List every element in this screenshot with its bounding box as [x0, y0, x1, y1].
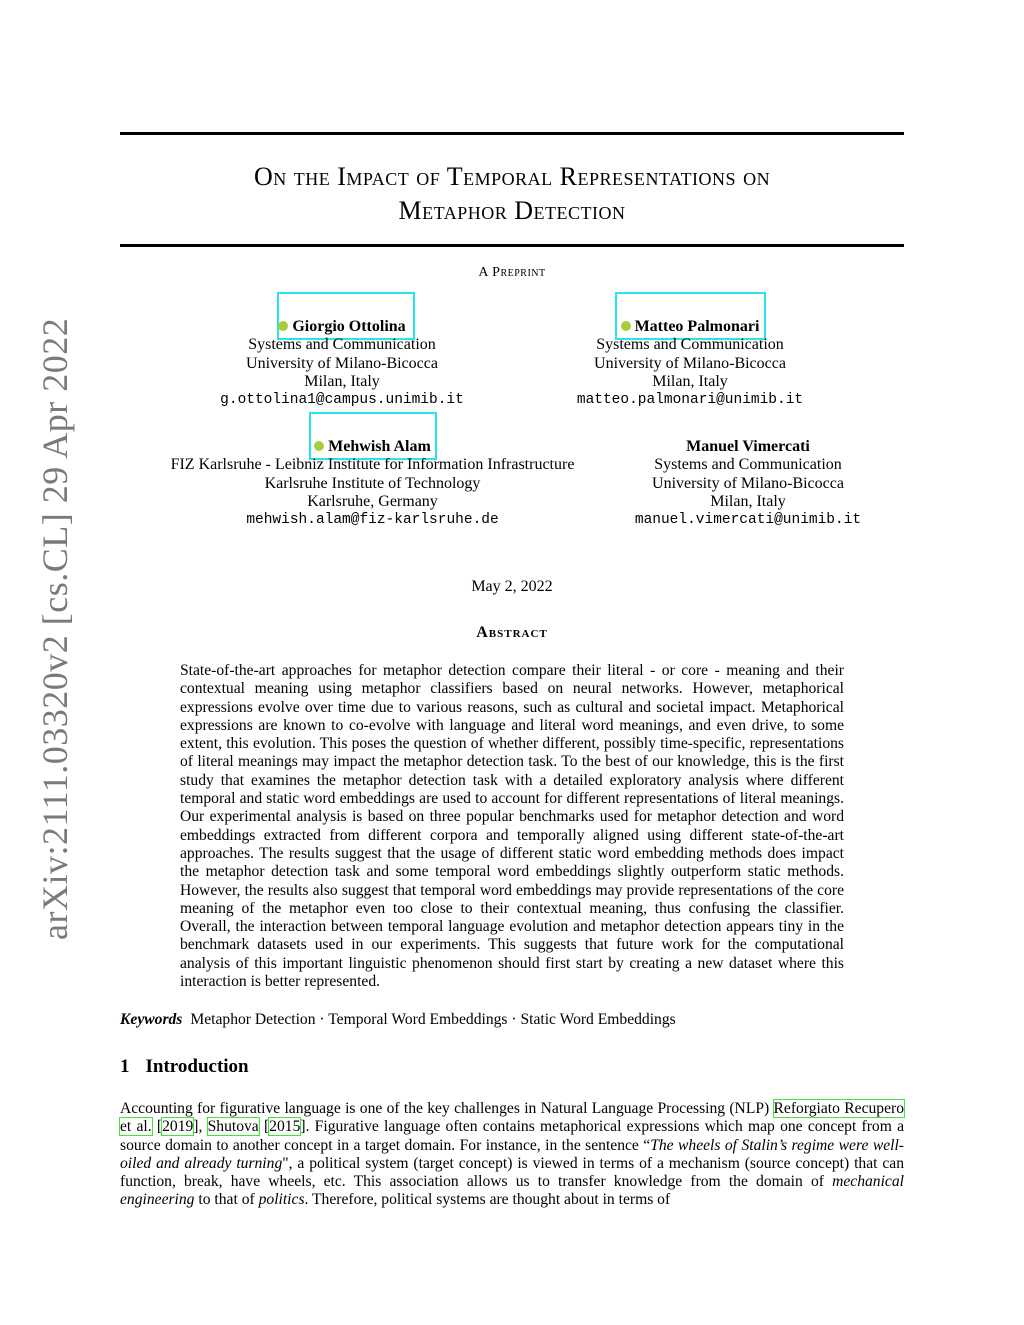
- intro-text: Accounting for figurative language is one of the key challenges in Natural Language Processing (NLP): [120, 1100, 774, 1117]
- author-university: University of Milano-Bicocca: [652, 474, 844, 492]
- author-email[interactable]: g.ottolina1@campus.unimib.it: [220, 392, 464, 409]
- top-rule: [120, 132, 904, 135]
- example-sentence: The wheels of Stalin’s regime were well-oiled and already turning: [120, 1136, 904, 1172]
- abstract-heading: Abstract: [476, 624, 548, 641]
- author-email[interactable]: manuel.vimercati@unimib.it: [634, 512, 862, 529]
- title-line-1: On the Impact of Temporal Representations on: [253, 162, 771, 191]
- citation-link[interactable]: Shutova: [207, 1118, 259, 1136]
- intro-text: . Therefore, political systems are thought about in terms of: [304, 1191, 671, 1209]
- intro-text: ]. Figurative language often contains metaphorical expressions which map one concept from a source domain to another concept in a target domain. For instance, in the sentence “: [120, 1118, 905, 1154]
- keywords-list: Metaphor Detection · Temporal Word Embeddings · Static Word Embeddings: [190, 1011, 676, 1028]
- intro-text: [: [151, 1118, 163, 1136]
- author-block: [192, 318, 492, 409]
- author-department: FIZ Karlsruhe - Leibniz Institute for Information Infrastructure: [170, 456, 575, 474]
- author-department: Systems and Communication: [654, 456, 842, 474]
- intro-text: to that of: [194, 1191, 259, 1209]
- citation-link[interactable]: 2015: [269, 1118, 301, 1136]
- keywords-label: Keywords: [120, 1011, 183, 1028]
- citation-link[interactable]: 2019: [162, 1118, 194, 1136]
- title-line-2: Metaphor Detection: [398, 196, 626, 225]
- orcid-icon[interactable]: [314, 441, 324, 451]
- author-name: Manuel Vimercati: [686, 438, 810, 455]
- citation-link[interactable]: Reforgiato Recupero et al.: [120, 1100, 904, 1136]
- author-email[interactable]: matteo.palmonari@unimib.it: [576, 392, 804, 409]
- author-university: University of Milano-Bicocca: [594, 354, 786, 372]
- author-name[interactable]: Matteo Palmonari: [634, 318, 760, 335]
- author-department: Systems and Communication: [596, 336, 784, 354]
- author-location: Milan, Italy: [304, 372, 380, 390]
- author-location: Karlsruhe, Germany: [307, 492, 438, 510]
- section-heading: [120, 1056, 249, 1078]
- author-block: [150, 438, 595, 529]
- paper-title: [120, 160, 904, 228]
- author-department: Systems and Communication: [248, 336, 436, 354]
- author-university: Karlsruhe Institute of Technology: [264, 474, 481, 492]
- author-email[interactable]: mehwish.alam@fiz-karlsruhe.de: [246, 512, 499, 529]
- target-domain: politics: [258, 1191, 305, 1209]
- orcid-icon[interactable]: [278, 321, 288, 331]
- abstract-text: State-of-the-art approaches for metaphor detection compare their literal - or core - meaning and their contextual meaning using metaphor classifiers based on neural networks. However, metaphorical expressions evolve over time due to various reasons, such as cultural and societal impact. Metaphorical expressions are known to co-evolve with language and literal word meanings, and even drive, to some extent, this evolution. This poses the question of whether different, possibly time-specific, representations of literal meanings may impact the metaphor detection task. To the best of our knowledge, this is the first study that examines the metaphor detection task with a detailed exploratory analysis where different temporal and static word embeddings are used to account for different representations of literal meanings. Our experimental analysis is based on three popular benchmarks used for metaphor detection and word embeddings extracted from different corpora and temporally aligned using different state-of-the-art approaches. The results suggest that the usage of different static word embedding methods does impact the metaphor detection task and some temporal word embeddings slightly outperform static methods. However, the results also suggest that temporal word embeddings may provide representations of the core meaning of the metaphor even too close to their contextual meaning, thus confusing the classifier. Overall, the interaction between temporal language evolution and metaphor detection appears tiny in the benchmark datasets used in our experiments. This suggests that future work for the computational analysis of this important linguistic phenomenon should first start by creating a new dataset where this interaction is better represented.: [180, 662, 844, 991]
- bottom-rule: [120, 244, 904, 247]
- intro-paragraph: [120, 1100, 904, 1210]
- author-name[interactable]: Giorgio Ottolina: [292, 318, 406, 335]
- source-domain: mechanical engineering: [120, 1173, 904, 1209]
- paper-date: May 2, 2022: [471, 578, 553, 595]
- author-block: [540, 318, 840, 409]
- section-title: Introduction: [145, 1056, 249, 1077]
- author-university: University of Milano-Bicocca: [246, 354, 438, 372]
- preprint-label: A Preprint: [478, 265, 546, 280]
- section-number: 1: [120, 1056, 130, 1077]
- author-location: Milan, Italy: [710, 492, 786, 510]
- intro-text: ", a political system (target concept) is viewed in terms of a mechanism (source concept) that can function, break, have wheels, etc. This association allows us to transfer knowledge from the domain of: [120, 1154, 904, 1191]
- intro-text: ],: [193, 1118, 208, 1136]
- author-name[interactable]: Mehwish Alam: [328, 438, 431, 455]
- keywords-line: [120, 1011, 676, 1029]
- author-block: [598, 438, 898, 529]
- intro-text: [: [258, 1118, 270, 1136]
- orcid-icon[interactable]: [621, 321, 631, 331]
- author-location: Milan, Italy: [652, 372, 728, 390]
- arxiv-stamp: arXiv:2111.03320v2 [cs.CL] 29 Apr 2022: [35, 317, 75, 940]
